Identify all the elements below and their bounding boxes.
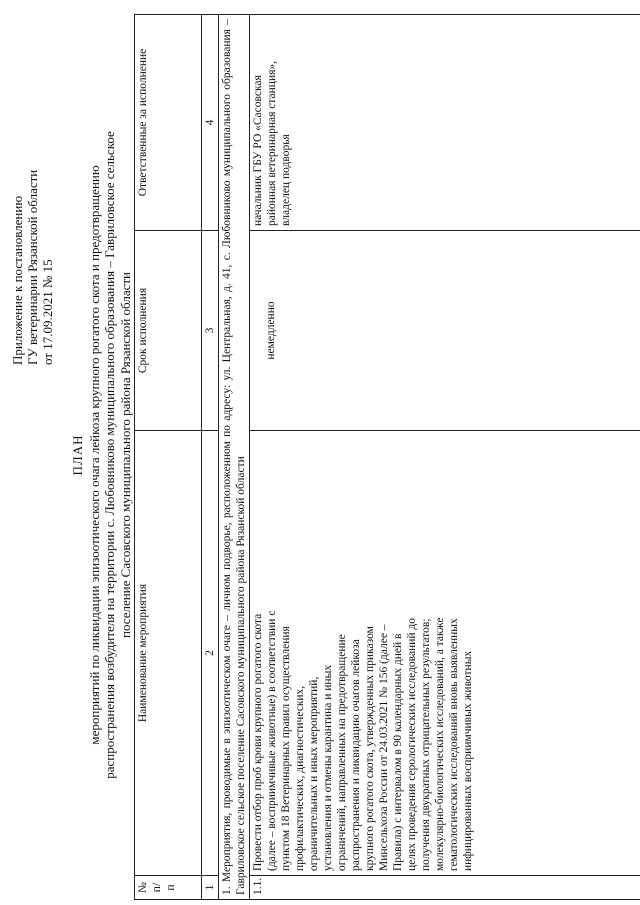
approval-line: от 17.09.2021 № 15 [40, 259, 55, 365]
title-line: распространения возбудителя на территории с. Любовниково муниципального образования – Гавриловское сельское [102, 131, 117, 779]
column-header-activity: Наименование мероприятия [135, 431, 202, 876]
approval-line: ГУ ветеринарии Рязанской области [25, 169, 40, 365]
term-cell: немедленно [250, 231, 640, 431]
description-line: получения двукратных отрицательных результатов; [420, 618, 432, 871]
row-number: 1.1. [250, 876, 640, 900]
column-number-row [202, 15, 219, 900]
title-line: мероприятий по ликвидации эпизоотического очага лейкоза крупного рогатого скота и предотвращению [86, 165, 102, 745]
title-heading: ПЛАН [70, 434, 85, 476]
description-line: ограничительных и иных мероприятий, [308, 676, 320, 871]
plan-table [134, 14, 640, 900]
responsible-line: начальник ГБУ РО «Сасовская [252, 75, 264, 226]
description-line: инфицированных восприимчивых животных [462, 650, 474, 871]
table-header-row [135, 15, 202, 900]
document-title [70, 25, 133, 885]
responsible-line: владелец подворья [280, 134, 292, 226]
description-line: Правила) с интервалом в 90 календарных дней в [392, 633, 404, 871]
responsible-line: районная ветеринарная станция», [266, 60, 278, 226]
description-line: пунктом 18 Ветеринарных правил осуществления [280, 626, 292, 871]
responsible-cell [250, 15, 640, 231]
activity-description [250, 431, 640, 876]
column-header-responsible: Ответственные за исполнение [135, 15, 202, 231]
section-row [219, 15, 250, 900]
description-line: молекулярно-биологических исследований, а также [434, 617, 446, 871]
description-line: крупного рогатого скота, утвержденных приказом [364, 626, 376, 871]
description-line: (далее – восприимчивые животные) в соответствии с [266, 610, 278, 871]
approval-line: Приложение к постановлению [10, 195, 25, 365]
title-line: поселение Сасовского муниципального района Рязанской области [117, 271, 133, 639]
description-line: установления и отмены карантина и иных [322, 664, 334, 871]
section-title: 1. Мероприятия, проводимые в эпизоотическом очаге – личном подворье, расположенном по адресу: ул. Центральная, д. 41, с. Любовниково муниципального образования – Гавриловское сельское поселение Сасовского муниципального района Рязанской области [219, 15, 250, 900]
column-number: 1 [202, 876, 219, 900]
description-line: распространения и ликвидацию очагов лейкоза [350, 639, 362, 871]
description-line: целях проведения серологических исследований до [406, 618, 418, 871]
description-line: Минсельхоза России от 24.03.2021 № 156 (далее – [378, 624, 390, 871]
column-header-term: Срок исполнения [135, 231, 202, 431]
column-number: 4 [202, 15, 219, 231]
description-line: ограничений, направленных на предотвращение [336, 634, 348, 871]
description-line: профилактических, диагностических, [294, 685, 306, 871]
column-number: 3 [202, 231, 219, 431]
description-line: гематологических исследований вновь выявленных [448, 618, 460, 871]
column-number: 2 [202, 431, 219, 876]
approval-header [10, 35, 55, 365]
table-row [250, 15, 640, 900]
column-header-number: № п/п [135, 876, 202, 900]
description-line: Провести отбор проб крови крупного рогатого скота [252, 613, 264, 871]
